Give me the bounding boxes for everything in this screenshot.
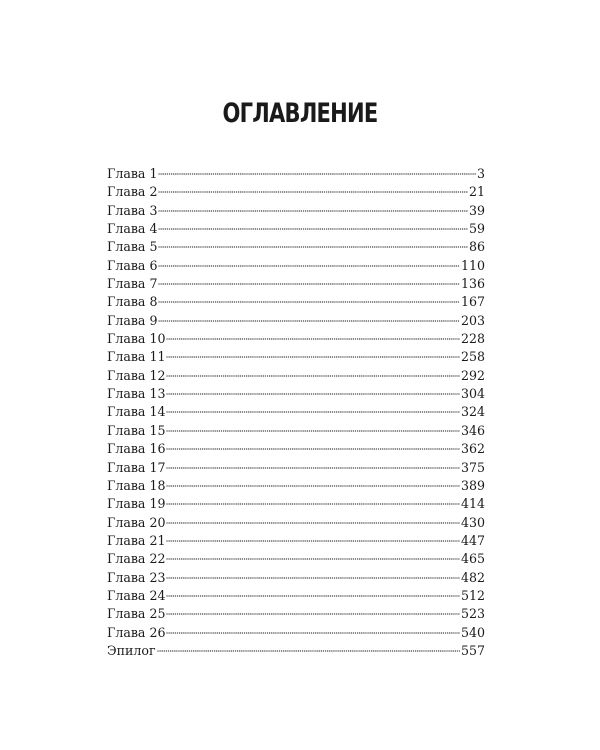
page-title: ОГЛАВЛЕНИЕ bbox=[222, 98, 378, 129]
toc-entry-page-number: 228 bbox=[460, 331, 485, 347]
toc-entry bbox=[107, 257, 485, 275]
toc-dot-leader bbox=[166, 430, 459, 432]
toc-entry-page-number: 523 bbox=[460, 606, 485, 622]
table-of-contents bbox=[107, 165, 485, 660]
toc-dot-leader bbox=[166, 375, 459, 377]
toc-entry bbox=[107, 165, 485, 183]
toc-entry-label: Эпилог bbox=[107, 642, 156, 658]
toc-entry bbox=[107, 532, 485, 550]
toc-dot-leader bbox=[157, 650, 460, 652]
toc-entry-page-number: 430 bbox=[460, 514, 485, 530]
toc-entry-label: Глава 26 bbox=[107, 624, 166, 640]
toc-entry-page-number: 39 bbox=[468, 202, 485, 218]
toc-entry-label: Глава 9 bbox=[107, 312, 158, 328]
toc-dot-leader bbox=[158, 191, 468, 193]
toc-dot-leader bbox=[166, 632, 459, 634]
toc-entry-page-number: 447 bbox=[460, 532, 485, 548]
toc-dot-leader bbox=[166, 613, 459, 615]
toc-entry-label: Глава 22 bbox=[107, 551, 166, 567]
toc-entry bbox=[107, 183, 485, 201]
toc-entry-page-number: 203 bbox=[460, 312, 485, 328]
toc-entry bbox=[107, 605, 485, 623]
toc-entry bbox=[107, 220, 485, 238]
toc-entry bbox=[107, 275, 485, 293]
toc-entry-label: Глава 13 bbox=[107, 386, 166, 402]
toc-entry-label: Глава 19 bbox=[107, 496, 166, 512]
toc-entry-label: Глава 24 bbox=[107, 587, 166, 603]
toc-entry bbox=[107, 495, 485, 513]
toc-entry bbox=[107, 624, 485, 642]
toc-entry-label: Глава 14 bbox=[107, 404, 166, 420]
toc-entry-page-number: 59 bbox=[468, 221, 485, 237]
toc-dot-leader bbox=[166, 448, 459, 450]
toc-entry-label: Глава 17 bbox=[107, 459, 166, 475]
toc-entry bbox=[107, 202, 485, 220]
toc-entry-page-number: 465 bbox=[460, 551, 485, 567]
toc-entry-page-number: 346 bbox=[460, 422, 485, 438]
toc-entry-page-number: 362 bbox=[460, 441, 485, 457]
toc-entry bbox=[107, 385, 485, 403]
toc-entry-page-number: 292 bbox=[460, 367, 485, 383]
toc-dot-leader bbox=[166, 558, 459, 560]
toc-entry-label: Глава 23 bbox=[107, 569, 166, 585]
toc-dot-leader bbox=[166, 522, 459, 524]
toc-dot-leader bbox=[158, 320, 459, 322]
toc-entry-page-number: 167 bbox=[460, 294, 485, 310]
toc-dot-leader bbox=[158, 246, 468, 248]
toc-entry bbox=[107, 348, 485, 366]
toc-entry-label: Глава 25 bbox=[107, 606, 166, 622]
toc-entry-label: Глава 15 bbox=[107, 422, 166, 438]
toc-entry bbox=[107, 459, 485, 477]
toc-entry-page-number: 414 bbox=[460, 496, 485, 512]
toc-dot-leader bbox=[166, 356, 459, 358]
toc-entry-page-number: 540 bbox=[460, 624, 485, 640]
toc-dot-leader bbox=[166, 338, 459, 340]
toc-entry bbox=[107, 440, 485, 458]
toc-entry-page-number: 136 bbox=[460, 276, 485, 292]
toc-dot-leader bbox=[166, 411, 459, 413]
toc-entry-page-number: 110 bbox=[460, 257, 485, 273]
toc-entry-label: Глава 18 bbox=[107, 477, 166, 493]
toc-dot-leader bbox=[158, 210, 468, 212]
toc-dot-leader bbox=[158, 173, 476, 175]
toc-entry-label: Глава 6 bbox=[107, 257, 158, 273]
toc-dot-leader bbox=[166, 577, 459, 579]
toc-entry-page-number: 21 bbox=[468, 184, 485, 200]
toc-entry-page-number: 482 bbox=[460, 569, 485, 585]
toc-entry bbox=[107, 587, 485, 605]
toc-dot-leader bbox=[166, 540, 459, 542]
toc-dot-leader bbox=[166, 467, 459, 469]
toc-dot-leader bbox=[166, 485, 459, 487]
toc-entry bbox=[107, 330, 485, 348]
toc-entry bbox=[107, 403, 485, 421]
toc-dot-leader bbox=[166, 503, 459, 505]
toc-dot-leader bbox=[158, 301, 459, 303]
toc-entry bbox=[107, 514, 485, 532]
toc-entry-label: Глава 10 bbox=[107, 331, 166, 347]
toc-entry-label: Глава 2 bbox=[107, 184, 158, 200]
toc-dot-leader bbox=[158, 283, 459, 285]
toc-entry bbox=[107, 238, 485, 256]
toc-entry-label: Глава 11 bbox=[107, 349, 166, 365]
toc-entry-label: Глава 7 bbox=[107, 276, 158, 292]
toc-entry bbox=[107, 367, 485, 385]
toc-entry bbox=[107, 569, 485, 587]
toc-entry bbox=[107, 312, 485, 330]
toc-entry bbox=[107, 422, 485, 440]
toc-entry-label: Глава 4 bbox=[107, 221, 158, 237]
toc-entry-page-number: 512 bbox=[460, 587, 485, 603]
toc-entry-page-number: 258 bbox=[460, 349, 485, 365]
toc-entry-page-number: 375 bbox=[460, 459, 485, 475]
toc-entry-label: Глава 3 bbox=[107, 202, 158, 218]
toc-dot-leader bbox=[158, 228, 468, 230]
toc-entry-page-number: 304 bbox=[460, 386, 485, 402]
toc-entry bbox=[107, 293, 485, 311]
toc-entry-label: Глава 21 bbox=[107, 532, 166, 548]
toc-entry bbox=[107, 642, 485, 660]
toc-entry bbox=[107, 477, 485, 495]
toc-entry bbox=[107, 550, 485, 568]
toc-entry-label: Глава 20 bbox=[107, 514, 166, 530]
toc-entry-label: Глава 5 bbox=[107, 239, 158, 255]
toc-entry-label: Глава 1 bbox=[107, 166, 158, 181]
toc-entry-page-number: 389 bbox=[460, 477, 485, 493]
toc-entry-page-number: 324 bbox=[460, 404, 485, 420]
toc-entry-label: Глава 12 bbox=[107, 367, 166, 383]
toc-dot-leader bbox=[166, 393, 459, 395]
toc-dot-leader bbox=[166, 595, 459, 597]
toc-entry-page-number: 3 bbox=[476, 166, 485, 181]
toc-entry-page-number: 557 bbox=[460, 642, 485, 658]
toc-entry-label: Глава 16 bbox=[107, 441, 166, 457]
toc-dot-leader bbox=[158, 265, 459, 267]
toc-entry-label: Глава 8 bbox=[107, 294, 158, 310]
toc-entry-page-number: 86 bbox=[468, 239, 485, 255]
